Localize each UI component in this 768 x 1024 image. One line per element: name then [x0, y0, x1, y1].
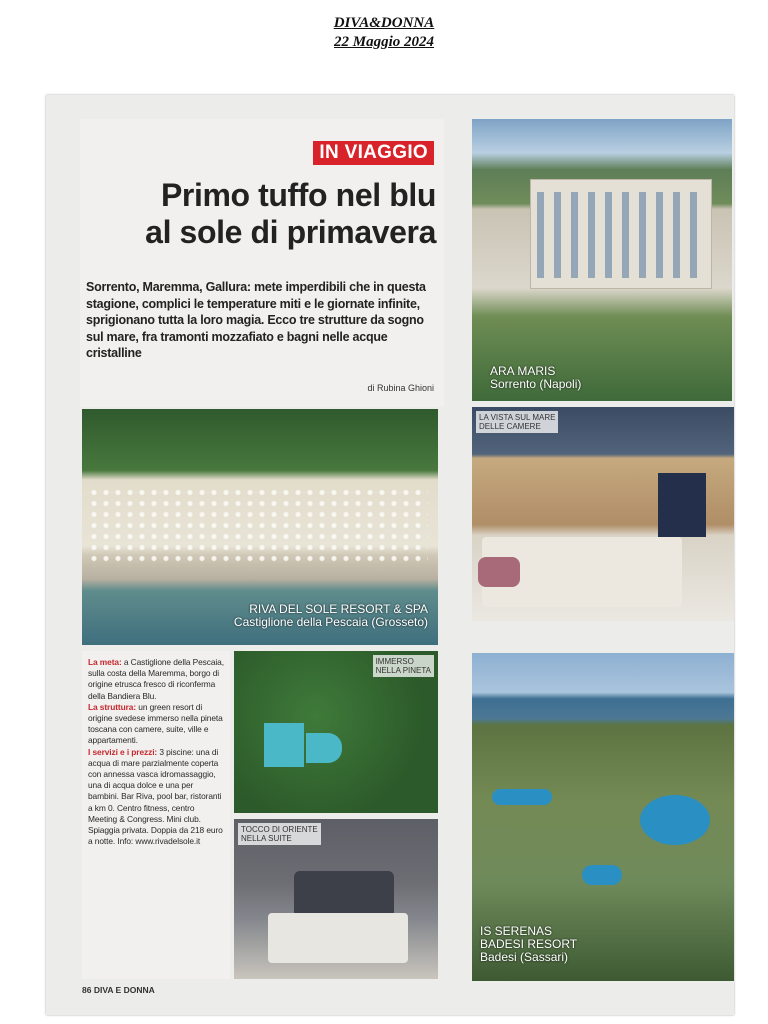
is-serenas-caption — [480, 925, 577, 964]
meta-label: La meta: — [88, 657, 122, 667]
servizi-label: I servizi e i prezzi: — [88, 746, 158, 757]
suite-tag — [238, 823, 321, 845]
suite-tag-line-2: NELLA SUITE — [241, 834, 292, 843]
pineta-tag-line-1: IMMERSO — [375, 657, 414, 666]
riva-del-sole-caption — [234, 603, 428, 629]
suite-bed — [268, 913, 408, 963]
ara-maris-place: Sorrento (Napoli) — [490, 377, 582, 391]
photo-pineta-pool — [234, 651, 438, 813]
photo-ara-maris — [472, 119, 732, 401]
publication-name: DIVA&DONNA — [333, 15, 435, 31]
ara-maris-caption — [490, 365, 581, 391]
suite-tag-line-1: TOCCO DI ORIENTE — [241, 825, 318, 834]
resort-pool-3 — [582, 865, 622, 885]
bed-headboard — [294, 871, 394, 915]
tv-screen — [658, 473, 706, 537]
info-servizi — [88, 747, 224, 848]
pillow — [478, 557, 520, 587]
meta-text: a Castiglione della Pescaia, sulla costa della Maremma, borgo di origine etrusca fresco di riconferma della Bandiera Blu. — [88, 657, 224, 701]
pool-1 — [264, 723, 304, 767]
riva-del-sole-place: Castiglione della Pescaia (Grosseto) — [233, 615, 428, 629]
article-deck: Sorrento, Maremma, Gallura: mete imperdibili che in questa stagione, complici le temperature miti e le giornate infinite, sprigionano tutta la loro magia. Ecco tre strutture da sogno sul mare, fra tramonti mozzafiato e bagni nelle acque cristalline — [86, 280, 426, 360]
page-folio: 86 DIVA E DONNA — [82, 985, 155, 995]
headline-line-1: Primo tuffo nel blu — [160, 177, 436, 213]
headline-line-2: al sole di primavera — [145, 214, 436, 250]
photo-bedroom — [472, 407, 734, 621]
is-serenas-place: Badesi (Sassari) — [480, 950, 569, 964]
is-serenas-name-line-2: BADESI RESORT — [480, 937, 578, 951]
resort-pool-1 — [492, 789, 552, 805]
publication-date: 22 Maggio 2024 — [333, 34, 434, 50]
article-headline — [86, 177, 436, 251]
article-intro — [80, 119, 444, 407]
bedroom-tag-line-2: DELLE CAMERE — [479, 422, 541, 431]
struttura-label: La struttura: — [88, 701, 137, 712]
resort-pool-2 — [640, 795, 710, 845]
scanned-page — [46, 95, 734, 1015]
section-rubric: IN VIAGGIO — [313, 141, 434, 165]
bedroom-tag — [476, 411, 558, 433]
photo-suite — [234, 819, 438, 979]
struttura-text: un green resort di origine svedese immerso nella pineta toscana con camere, suite, ville e appartamenti. — [88, 701, 223, 746]
ara-maris-name: ARA MARIS — [490, 364, 556, 378]
hotel-building — [530, 179, 712, 289]
pineta-tag-line-2: NELLA PINETA — [375, 666, 431, 675]
pineta-tag — [373, 655, 434, 677]
info-box — [82, 651, 230, 979]
photo-is-serenas-aerial — [472, 653, 734, 981]
is-serenas-name-line-1: IS SERENAS — [480, 924, 553, 938]
photo-riva-del-sole-beach — [82, 409, 438, 645]
info-struttura — [88, 702, 224, 747]
article-byline: di Rubina Ghioni — [367, 383, 434, 393]
beach-umbrellas — [88, 487, 428, 567]
riva-del-sole-name: RIVA DEL SOLE RESORT & SPA — [249, 602, 428, 616]
pool-2 — [306, 733, 342, 763]
servizi-text: 3 piscine: una di acqua di mare parzialmente coperta con annessa vasca idromassaggio, una di acqua dolce e una per bambini. Bar Riva, pool bar, ristoranti a km 0. Centro fitness, centro Meeting & Congress. Mini club. Spiaggia privata. Doppia da 218 euro a notte. Info: www.rivadelsole.it — [88, 746, 223, 847]
info-meta — [88, 657, 224, 702]
publication-header — [0, 14, 768, 52]
bedroom-tag-line-1: LA VISTA SUL MARE — [479, 413, 556, 422]
